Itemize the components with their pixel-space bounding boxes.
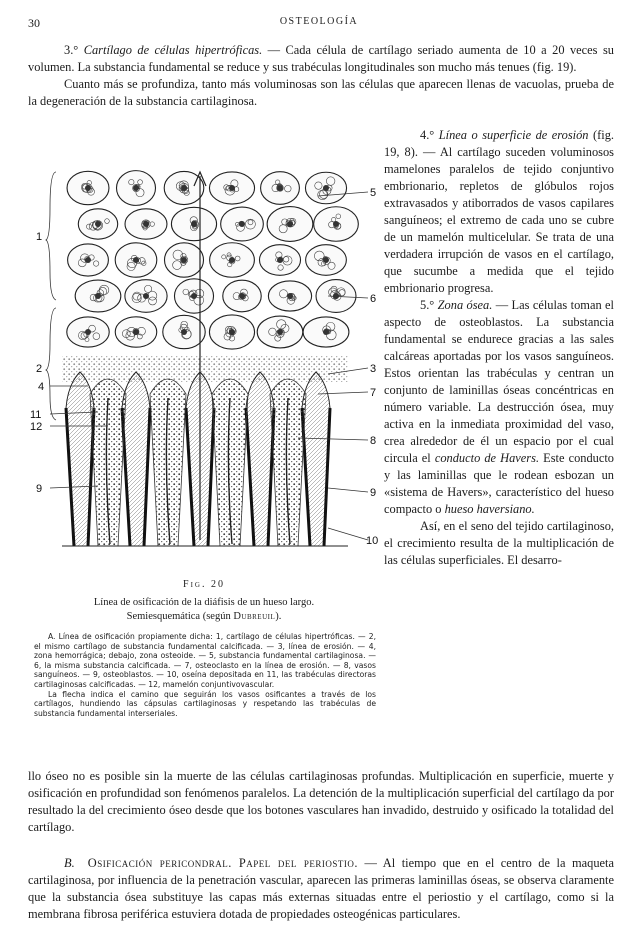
cell-nucleus	[323, 185, 329, 191]
label-7: 7	[370, 387, 377, 399]
cell-nucleus	[333, 221, 339, 227]
label-4: 4	[38, 381, 45, 393]
label-11: 11	[30, 409, 42, 421]
cell-nucleus	[191, 221, 197, 227]
cell-nucleus	[229, 329, 235, 335]
cell-nucleus	[229, 257, 235, 263]
cell-nucleus	[95, 221, 101, 227]
term-conducto-havers: conducto de Havers.	[434, 451, 540, 465]
caption-author: Dubreuil	[233, 611, 276, 622]
cell-nucleus	[181, 185, 187, 191]
label-6: 6	[370, 293, 377, 305]
paragraph-desarrollo: llo óseo no es posible sin la muerte de las células cartilaginosas profundas. Multiplicación en superficie, muerte y osificación en profundidad son fenómenos paralelos. La detención de la multiplicación superficial del cartílago da por resultado la del crecimiento óseo desde que los botones vasculares han invadido, destruido y osificado la totalidad del cartílago.	[28, 769, 614, 834]
paragraph-zona-osea: 5.° Zona ósea. — Las células toman el aspecto de osteoblastos. La substancia fundamental se endurece gracias a las sales calcáreas aportadas por los vasos sanguíneos. Estos orientan las trabéculas y centran un conjunto de laminillas óseas concéntricas en número variable. La destrucción ósea, muy activa en la inmediata proximidad del vaso, crea alrededor de él un espacio por el cual circula el conducto de Havers. Este conducto y las laminillas que le rodean esbozan un «sistema de Havers», característico del hueso compacto o hueso haversiano.	[384, 298, 614, 516]
figure-legend	[34, 632, 376, 718]
term-hueso-haversiano: hueso haversiano.	[444, 502, 535, 516]
cell-nucleus	[229, 185, 235, 191]
item-title: Línea o superficie de erosión	[438, 128, 589, 142]
paragraph-pericondral	[28, 855, 614, 923]
cell-nucleus	[133, 185, 139, 191]
label-5: 5	[370, 187, 377, 199]
cell-nucleus	[323, 257, 329, 263]
item-number: 3.°	[64, 43, 84, 57]
cell-nucleus	[287, 293, 293, 299]
cell-nucleus	[143, 293, 149, 299]
item-title: Cartílago de células hipertróficas.	[83, 43, 263, 57]
paragraph-cartilago-hipertrofico: 3.° Cartílago de células hipertróficas. — Cada célula de cartílago seriado aumenta de 10 a 20 veces su volumen. La substancia fundamental se reduce y sus trabéculas longitudinales son mucho más tenues (fig. 19). Cuanto más se profundiza, tanto más voluminosas son las células que aparecen llenas de vacuolas, prueba de la degeneración de la substancia cartilaginosa.	[28, 43, 614, 108]
cell-nucleus	[287, 221, 293, 227]
cell-nucleus	[143, 221, 149, 227]
cell-nucleus	[191, 293, 197, 299]
cell-nucleus	[277, 257, 283, 263]
paragraph-profundiza: Cuanto más se profundiza, tanto más voluminosas son las células que aparecen llenas de vacuolas, prueba de la degeneración de la substancia cartilaginosa.	[28, 77, 614, 108]
section-heading: Osificación pericondral. Papel del periostio.	[87, 856, 358, 870]
paragraph-linea-erosion: 4.° Línea o superficie de erosión (fig. 19, 8). — Al cartílago suceden voluminosos mamelones paralelos de tejido conjuntivo embrionario, repletos de glóbulos rojos extravasados y atiborrados de vasos capilares sanguíneos; el extremo de cada uno se cubre de un mamelón multicelular. Se trata de una verdadera irrupción de vasos en el cartílago, que sucumbe a medida que el tejido embrionario progresa.	[384, 128, 614, 295]
cell-nucleus	[239, 221, 245, 227]
figure-number: Fig. 20	[183, 579, 225, 590]
cell-nucleus	[133, 329, 139, 335]
label-12: 12	[30, 421, 43, 433]
cell-nucleus	[239, 293, 245, 299]
item-title: Zona ósea.	[437, 298, 493, 312]
cell-nucleus	[133, 257, 139, 263]
figure-ossification-diagram	[28, 168, 380, 568]
label-9-left: 9	[36, 483, 43, 495]
paragraph-asi-col: Así, en el seno del tejido cartilaginoso, el crecimiento resulta de la multiplicación de las células superficiales. El desarro-	[384, 519, 614, 567]
right-column-text	[384, 127, 614, 569]
label-10: 10	[366, 535, 379, 547]
label-8: 8	[370, 435, 377, 447]
cell-nucleus	[95, 293, 101, 299]
cell-nucleus	[85, 185, 91, 191]
section-text: — Al tiempo que en el centro de la maqueta cartilaginosa, por influencia de la penetración vascular, aparecen las primeras laminillas óseas, se observa claramente que la substancia ósea substituye las capas más externas situadas entre el periostio y el cartílago, como si la membrana fibrosa periférica estuviera dotada de propiedades osteogénicas particulares.	[28, 856, 614, 921]
label-9-right: 9	[370, 487, 377, 499]
item-text: Cada célula de cartílago seriado aumenta de 10 a 20 veces su volumen. La substancia fundamental se reduce y sus trabéculas longitudinales son mucho más tenues (fig. 19).	[28, 43, 614, 74]
figure-caption: Fig. 20 Línea de osificación de la diáfisis de un hueso largo. Semiesquemática (según Dubreuil).	[28, 578, 380, 624]
legend-arrow-note: La flecha indica el camino que seguirán los vasos osificantes a través de los cartílagos, hundiendo las cápsulas cartilaginosas y respetando las trabéculas de substancia fundamental interseriales.	[34, 689, 376, 718]
cell-nucleus	[85, 329, 91, 335]
label-3: 3	[370, 363, 377, 375]
page-number: 30	[28, 16, 40, 30]
cell-nucleus	[323, 329, 329, 335]
item-text: (fig. 19, 8). — Al cartílago suceden voluminosos mamelones paralelos de tejido conjuntivo embrionario, repletos de glóbulos rojos extravasados y atiborrados de vasos capilares sanguíneos; el extremo de cada uno se cubre de un mamelón multicelular. Se trata de una verdadera irrupción de vasos en el cartílago, que sucumbe a medida que el tejido embrionario progresa.	[384, 128, 614, 295]
section-letter: B.	[64, 856, 75, 870]
legend-items: A. Línea de osificación propiamente dicha: 1, cartílago de células hipertróficas. — 2, el mismo cartílago de substancia fundamental calcificada. — 3, línea de erosión. — 4, zona hemorrágica; debajo, zona osteoide. — 5, substancia fundamental cartilaginosa. — 6, la misma substancia calcificada. — 7, osteoclasto en la línea de erosión. — 8, vasos sanguíneos. — 9, osteoblastos. — 10, oseína depositada en 11, las trabéculas directoras cartilaginosas calcificadas. — 12, mamelón conjuntivovascular.	[34, 632, 376, 689]
label-1: 1	[36, 231, 43, 243]
ossification-illustration	[28, 168, 380, 568]
running-head: OSTEOLOGÍA	[279, 16, 359, 27]
cell-nucleus	[85, 257, 91, 263]
cell-nucleus	[277, 185, 283, 191]
cell-nucleus	[181, 257, 187, 263]
cell-nucleus	[181, 329, 187, 335]
label-2: 2	[36, 363, 43, 375]
cell-nucleus	[277, 329, 283, 335]
